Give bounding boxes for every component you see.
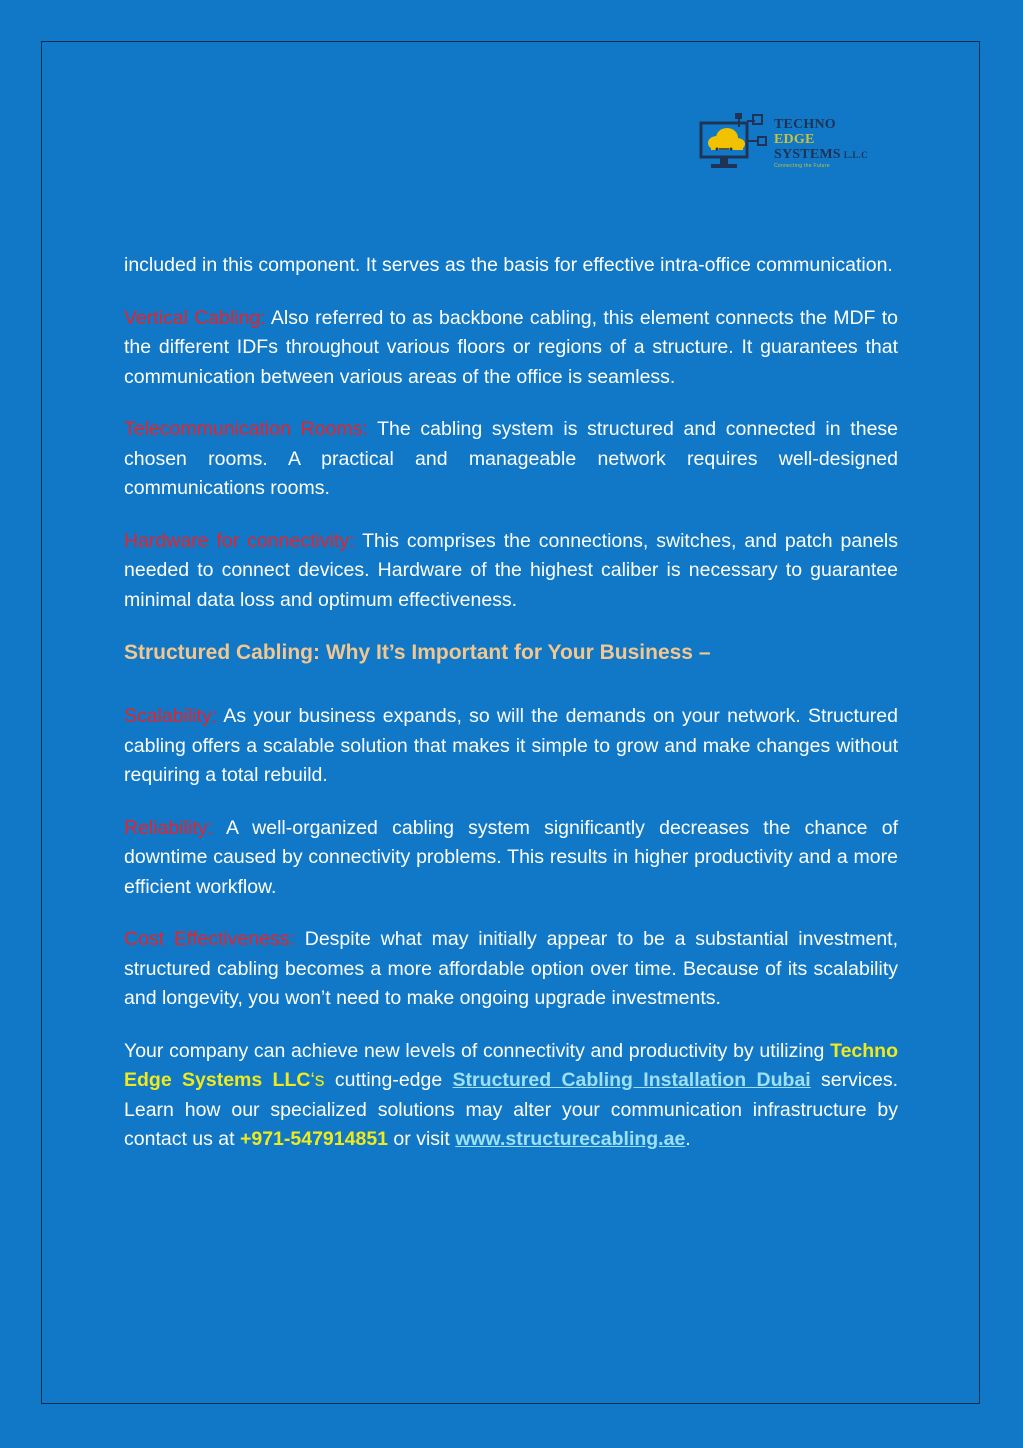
desc-scalability: As your business expands, so will the demands on your network. Structured cabling offers a scalable solution that makes it simple to grow and make changes without requiring a total rebuild. xyxy=(124,705,898,786)
brand-suffix: ‘s xyxy=(310,1069,325,1091)
section-hardware xyxy=(124,527,898,616)
closing-end: . xyxy=(685,1128,691,1150)
logo-line-edge: EDGE xyxy=(774,132,815,147)
intro-paragraph xyxy=(124,251,898,281)
logo-systems-word: SYSTEMS xyxy=(774,147,841,162)
term-hardware: Hardware for connectivity: xyxy=(124,529,355,552)
benefit-scalability xyxy=(124,702,898,791)
term-vertical-cabling: Vertical Cabling: xyxy=(124,306,266,329)
monitor-cloud-icon xyxy=(697,113,769,173)
brand-name: Techno Edge Systems LLC xyxy=(124,1039,898,1091)
desc-hardware: This comprises the connections, switches, and patch panels needed to connect devices. Hardware of the highest caliber is necessary to guarantee minimal data loss and optimum effectiveness. xyxy=(124,529,899,611)
website-link[interactable]: www.structurecabling.ae xyxy=(455,1128,686,1150)
closing-paragraph xyxy=(124,1037,898,1155)
section-telecom-rooms xyxy=(124,415,898,504)
desc-telecom-rooms: The cabling system is structured and connected in these chosen rooms. A practical and manageable network requires well-designed communications rooms. xyxy=(124,418,899,499)
closing-part3: services. Learn how our specialized solutions may alter your communication infrastructure by contact us at xyxy=(124,1069,898,1150)
article-body xyxy=(124,251,898,1178)
company-logo xyxy=(697,111,907,173)
closing-part4: or visit xyxy=(388,1128,456,1150)
logo-tagline: Connecting the Future xyxy=(774,163,830,169)
desc-cost-effectiveness: Despite what may initially appear to be a substantial investment, structured cabling becomes a more affordable option over time. Because of its scalability and longevity, you won’t need to make ongoing upgrade investments. xyxy=(124,928,898,1009)
closing-part1: Your company can achieve new levels of connectivity and productivity by utilizing xyxy=(124,1039,831,1062)
benefit-reliability xyxy=(124,814,898,903)
benefit-cost-effectiveness xyxy=(124,925,898,1014)
structured-cabling-link[interactable]: Structured Cabling Installation Dubai xyxy=(452,1069,811,1091)
term-cost-effectiveness: Cost Effectiveness: xyxy=(124,928,295,950)
logo-line-systems xyxy=(774,147,868,163)
term-reliability: Reliability: xyxy=(124,816,213,839)
logo-llc: L.L.C xyxy=(843,150,868,160)
desc-reliability: A well-organized cabling system significantly decreases the chance of downtime caused by connectivity problems. This results in higher productivity and a more efficient workflow. xyxy=(124,816,898,898)
phone-number: +971-547914851 xyxy=(239,1128,389,1150)
closing-part2: cutting-edge xyxy=(324,1069,453,1091)
section-vertical-cabling xyxy=(124,304,898,393)
section-heading: Structured Cabling: Why It’s Important for Your Business – xyxy=(124,641,711,664)
logo-line-techno: TECHNO xyxy=(774,117,836,132)
term-scalability: Scalability: xyxy=(124,705,218,727)
term-telecom-rooms: Telecommunication Rooms: xyxy=(124,418,368,440)
logo-wordmark xyxy=(774,117,868,169)
intro-text: included in this component. It serves as the basis for effective intra-office communication. xyxy=(124,254,893,276)
desc-vertical-cabling: Also referred to as backbone cabling, this element connects the MDF to the different IDFs throughout various floors or regions of a structure. It guarantees that communication between various areas of the office is seamless. xyxy=(124,306,898,388)
